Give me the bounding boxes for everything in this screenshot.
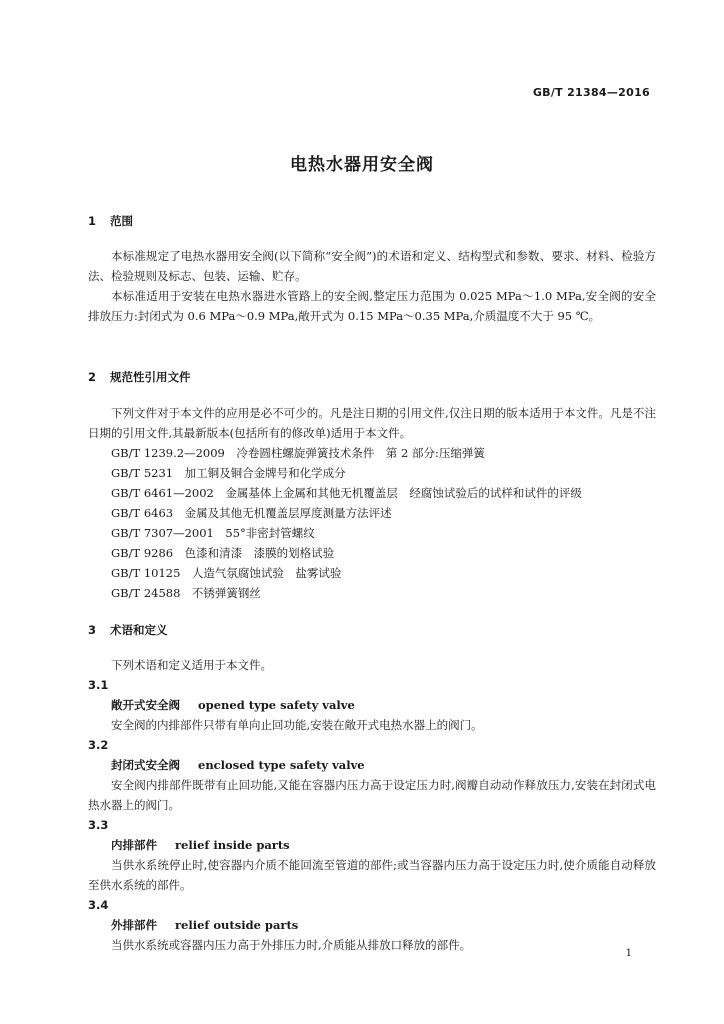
term-name-english: relief inside parts <box>175 838 290 852</box>
term-name: 封闭式安全阀 <box>111 758 180 772</box>
section-heading <box>88 621 656 639</box>
term-number: 3.4 <box>88 898 109 912</box>
term-definition: 当供水系统停止时,使容器内介质不能回流至管道的部件;或当容器内压力高于设定压力时,使介质能自动释放至供水系统的部件。 <box>88 858 656 892</box>
references-body <box>88 403 656 603</box>
section-title: 术语和定义 <box>110 623 168 637</box>
term-name-english: enclosed type safety valve <box>198 758 365 772</box>
paragraph: 本标准适用于安装在电热水器进水管路上的安全阀,整定压力范围为 0.025 MPa～1.0 MPa,安全阀的安全排放压力:封闭式为 0.6 MPa～0.9 MPa,敞开式为 0.15 MPa～0.35 MPa,介质温度不大于 95 ℃。 <box>88 289 656 323</box>
paragraph: 下列文件对于本文件的应用是必不可少的。凡是注日期的引用文件,仅注日期的版本适用于本文件。凡是不注日期的引用文件,其最新版本(包括所有的修改单)适用于本文件。 <box>88 406 656 440</box>
term-number: 3.2 <box>88 738 109 752</box>
term-definition: 安全阀内排部件既带有止回功能,又能在容器内压力高于设定压力时,阀瓣自动动作释放压力,安装在封闭式电热水器上的阀门。 <box>88 778 656 812</box>
term-name-english: relief outside parts <box>175 918 299 932</box>
term-entry <box>88 695 656 715</box>
reference-item: GB/T 1239.2—2009 冷卷圆柱螺旋弹簧技术条件 第 2 部分:压缩弹簧 <box>111 446 485 460</box>
standard-code: GB/T 21384—2016 <box>532 86 650 99</box>
section-normative-references <box>88 368 656 386</box>
terms-body <box>88 655 656 955</box>
section-terms <box>88 621 656 639</box>
section-title: 规范性引用文件 <box>110 370 191 384</box>
term-number: 3.3 <box>88 818 109 832</box>
section-number: 2 <box>88 370 97 384</box>
section-scope <box>88 212 656 230</box>
term-entry <box>88 915 656 935</box>
reference-item: GB/T 7307—2001 55°非密封管螺纹 <box>111 526 315 540</box>
paragraph: 本标准规定了电热水器用安全阀(以下简称“安全阀”)的术语和定义、结构型式和参数、要求、材料、检验方法、检验规则及标志、包装、运输、贮存。 <box>88 249 656 283</box>
term-entry <box>88 835 656 855</box>
reference-item: GB/T 24588 不锈弹簧钢丝 <box>111 586 261 600</box>
term-name: 外排部件 <box>111 918 157 932</box>
reference-item: GB/T 6461—2002 金属基体上金属和其他无机覆盖层 经腐蚀试验后的试样和试件的评级 <box>111 486 582 500</box>
section-heading <box>88 368 656 386</box>
document-title: 电热水器用安全阀 <box>290 155 434 175</box>
term-definition: 安全阀的内排部件只带有单向止回功能,安装在敞开式电热水器上的阀门。 <box>111 718 483 732</box>
section-heading <box>88 212 656 230</box>
page-number: 1 <box>625 948 632 959</box>
term-number: 3.1 <box>88 678 109 692</box>
term-name: 敞开式安全阀 <box>111 698 180 712</box>
term-name-english: opened type safety valve <box>198 698 355 712</box>
section-number: 3 <box>88 623 97 637</box>
scope-body <box>88 246 656 326</box>
reference-item: GB/T 5231 加工铜及铜合金牌号和化学成分 <box>111 466 346 480</box>
reference-item: GB/T 9286 色漆和清漆 漆膜的划格试验 <box>111 546 335 560</box>
reference-item: GB/T 10125 人造气氛腐蚀试验 盐雾试验 <box>111 566 342 580</box>
term-definition: 当供水系统或容器内压力高于外排压力时,介质能从排放口释放的部件。 <box>111 938 472 952</box>
term-name: 内排部件 <box>111 838 157 852</box>
section-title: 范围 <box>110 214 133 228</box>
reference-item: GB/T 6463 金属及其他无机覆盖层厚度测量方法评述 <box>111 506 392 520</box>
term-entry <box>88 755 656 775</box>
paragraph: 下列术语和定义适用于本文件。 <box>111 658 272 672</box>
section-number: 1 <box>88 214 97 228</box>
